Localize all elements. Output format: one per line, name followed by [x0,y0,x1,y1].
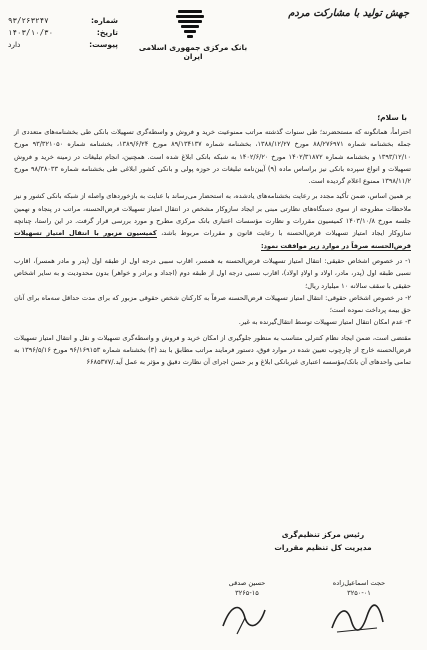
signatory-2-code: ۳۲۶۵-۱۵ [235,589,259,597]
attachment-label: پیوست: [89,39,118,49]
signoff-title-1: رئیس مرکز تنظیم‌گری [281,530,365,539]
number-label: شماره: [91,15,118,25]
paragraph-2-lead: بر همین اساس، ضمن تأکید مجدد بر رعایت بخشنامه‌های یادشده، به استحضار می‌رساند با عنایت به بازخوردهای واصله از شبکه بانکی کشور و نیز ملاحظات مطروحه از سوی دستگاه‌های نظارتی مبنی بر ایجاد سازوکار مشخص در انتقال امتیاز تسهیلات قرض‌الحسنه، مراتب در پنجاه و نهمین جلسه مورخ ۱۴۰۳/۱۰/۸ کمیسیون مقررات و نظارت مؤسسات اعتباری بانک مرکزی مطرح و مورد بررسی قرار گرفت. در این راستا، چنانچه سازوکار ایجاد امتیاز تسهیلات قرض‌الحسنه با رعایت قانون و مقررات مربوط باشد، [14,192,412,238]
signature-scribble-1 [327,598,387,638]
list-item-1: ۱- در خصوص اشخاص حقیقی: انتقال امتیاز تسهیلات قرض‌الحسنه به همسر، اقارب سببی درجه اول از طبقه اول (پدر و مادر همسر)، اقارب نسبی طبقه اول (پدر، مادر، اولاد و اولادِ اولاد)، اقارب نسبی درجه اول از طبقه دوم (اجداد و برادر و خواهر) بدون محدودیت و به سایر اشخاص حقیقی با سقف سالانه ۱۰ میلیارد ریال؛ [14,256,411,290]
signatory-1 [319,578,399,598]
signatory-1-name: حجت اسماعیل‌زاده [332,579,386,587]
list-item-3: ۳- عدم امکان انتقال امتیاز تسهیلات توسط انتقال‌گیرنده به غیر. [238,318,411,327]
meta-number-row [8,14,118,26]
signoff-title-2: مدیریت کل تنظیم مقررات [274,543,372,552]
paragraph-1: احتراماً، همانگونه که مستحضرند؛ طی سنوات گذشته مراتب ممنوعیت خرید و فروش و واسطه‌گری تسهیلات بانکی طی بخشنامه‌های متعددی از جمله بخشنامه شماره ۸۸/۲۷۶۹۷۱ مورخ ۱۳۸۸/۱۲/۲۷، بخشنامه شماره ۸۹/۱۳۴۱۳۷ مورخ ۱۳۸۹/۶/۲۴، بخشنامه شماره ۹۳/۳۲۱۰۵۰ مورخ ۱۳۹۳/۱۲/۱۰ و بخشنامه شماره ۱۴۰۲/۳۱۸۷۲ مورخ ۱۴۰۲/۶/۲۰ به شبکه بانکی ابلاغ شده است. همچنین، انجام تبلیغات در زمینه خرید و فروش تسهیلات و انواع سپرده بانکی نیز براساس ماده (۹) آیین‌نامه تبلیغات در حوزه پولی و بانکی کشور ابلاغی طی بخشنامه شماره ۹۸/۳۸۰۳۳ مورخ ۱۳۹۸/۱۱/۲ ممنوع اعلام گردیده است. [14,128,412,186]
letter-meta [8,14,118,50]
motto-slogan: جهش تولید با مشارکت مردم [288,8,409,19]
letter-number: ۹۳/۲۶۳۲۴۷ [8,15,49,25]
attachment-value: دارد [8,39,21,49]
central-bank-logo-icon [172,6,208,42]
paragraph-2-emphasis: کمیسیون مزبور با انتقال امتیاز تسهیلات قرض‌الحسنه صرفاً در موارد زیر موافقت نمود: [14,229,411,250]
paragraph-2 [14,190,411,251]
meta-attachment-row [8,38,118,50]
bank-name: بانک مرکزی جمهوری اسلامی ایران [138,43,248,61]
letter-body [14,126,411,369]
paragraph-3: مقتضی است، ضمن ایجاد نظام کنترلی متناسب به منظور جلوگیری از امکان خرید و فروش و واسطه‌گری تسهیلات و نقل و انتقال امتیاز تسهیلات قرض‌الحسنه خارج از چارچوب تعیین شده در موارد فوق، دستور فرمایند مراتب مطابق با بند (۳) بخشنامه شماره ۹۶/۱۶۹۱۵۳ مورخ ۱۳۹۶/۵/۱۶ به تمامی واحدهای آن بانک/مؤسسه اعتباری غیربانکی ابلاغ و بر حسن اجرای آن نظارت دقیق و مؤثر به عمل آید./۶۶۸۵۳۷۷ [14,333,411,367]
signatory-2-name: حسین صدقی [228,579,266,587]
meta-date-row [8,26,118,38]
list-item-2: ۲- در خصوص اشخاص حقوقی: انتقال امتیاز تسهیلات قرض‌الحسنه صرفاً به کارکنان شخص حقوقی مزبور که برای مدت حداقل سه‌ماه برای آنان حق بیمه پرداخت نموده است؛ [14,293,411,315]
letter-date: ۱۴۰۳/۱۰/۳۰ [8,27,54,37]
signatory-2 [207,578,287,598]
date-label: تاریخ: [96,27,118,37]
signatory-1-code: ۳۲۵۰-۰۱ [347,589,371,597]
salutation: با سلام؛ [377,113,407,122]
signoff-block [253,528,393,554]
signature-scribble-2 [215,598,275,638]
